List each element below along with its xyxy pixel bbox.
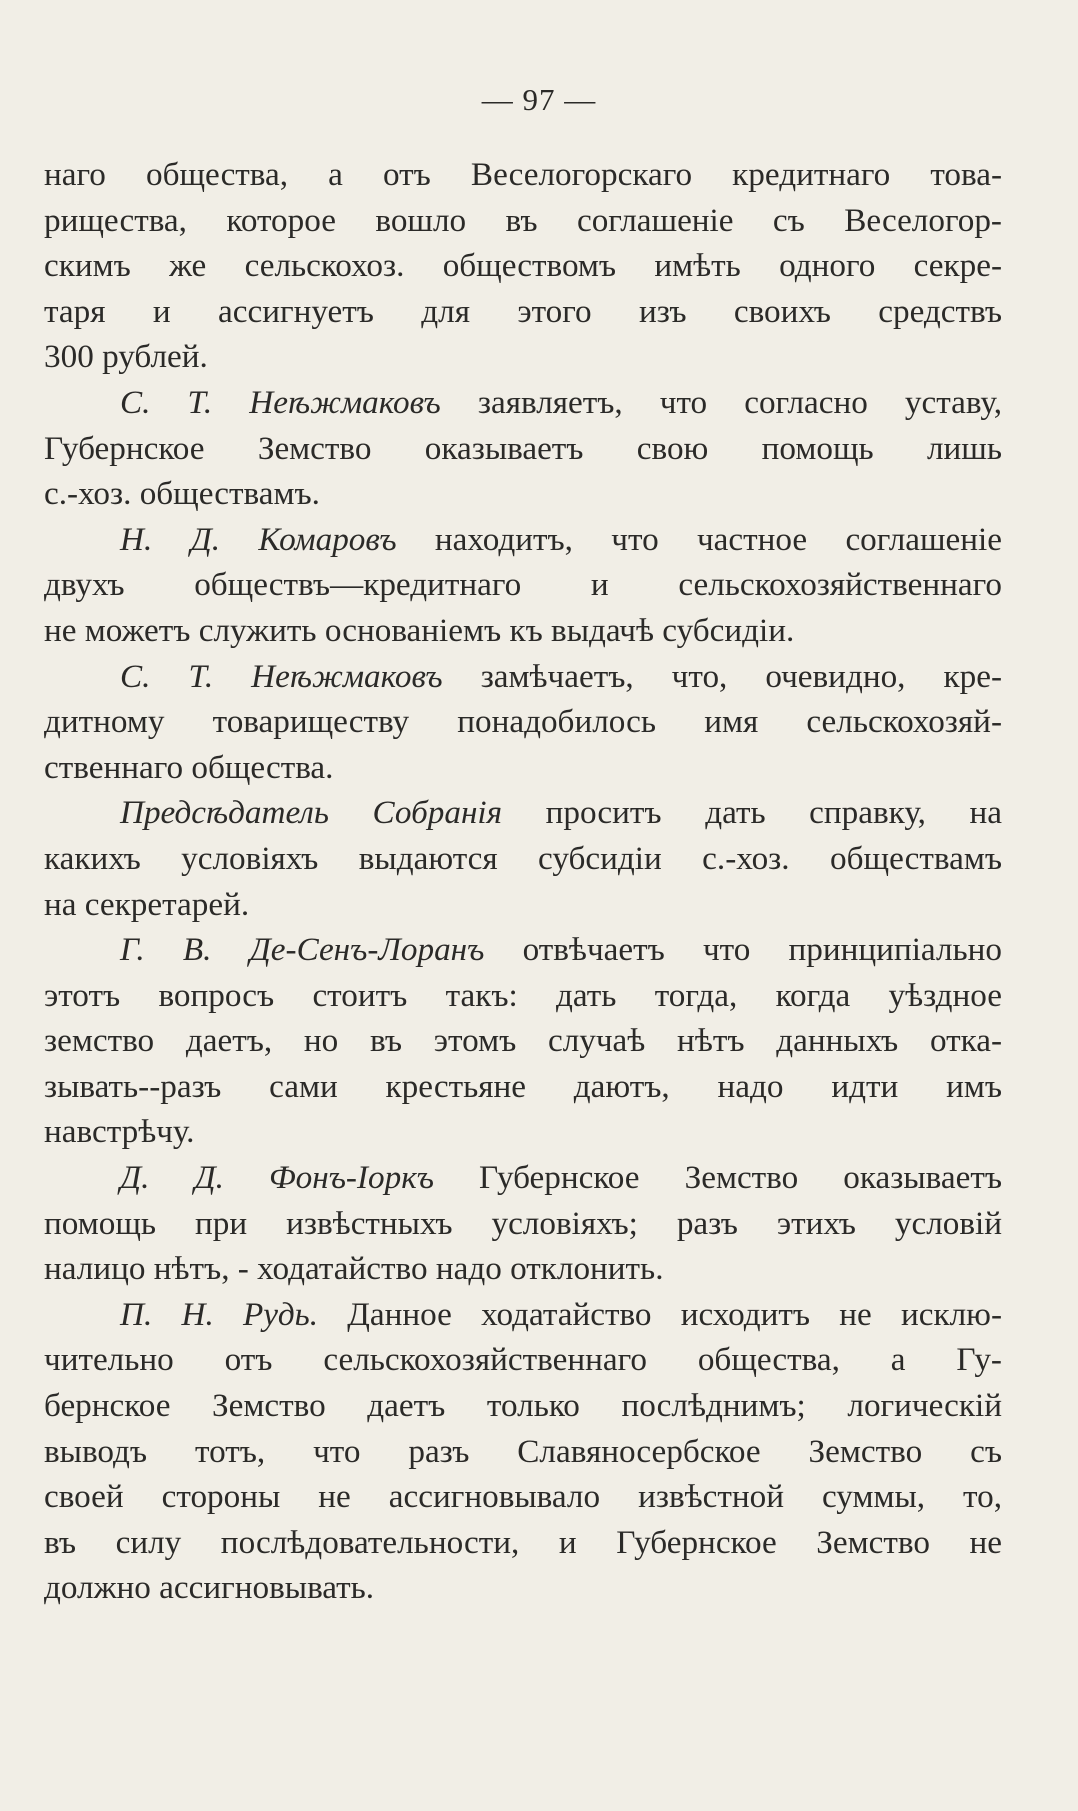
line-text: своей стороны не ассигновывало извѣстной суммы, то, (44, 1478, 1002, 1516)
line-text: зывать--разъ сами крестьяне даютъ, надо идти имъ (44, 1067, 1002, 1105)
page-body-text (44, 152, 1002, 1611)
text-line (44, 1429, 1002, 1475)
text-line (44, 380, 1002, 426)
line-text: Губернское Земство оказываетъ свою помощь лишь (44, 429, 1002, 467)
line-text: на секретарей. (44, 885, 250, 923)
text-line (44, 426, 1002, 472)
speaker-name: Предсѣдатель Собранія (120, 794, 503, 832)
text-line (44, 927, 1002, 973)
text-line (44, 654, 1002, 700)
speaker-name: Д. Д. Фонъ-Іоркъ (120, 1159, 434, 1197)
text-line (44, 1383, 1002, 1429)
line-text: проситъ дать справку, на (502, 794, 1002, 832)
text-line (44, 745, 1002, 791)
paragraph (44, 1155, 1002, 1292)
line-text: заявляетъ, что согласно уставу, (440, 383, 1002, 421)
line-text: налицо нѣтъ, - ходатайство надо отклонить. (44, 1250, 664, 1288)
paragraph (44, 654, 1002, 791)
line-text: чительно отъ сельскохозяйственнаго общества, а Гу- (44, 1341, 1002, 1379)
text-line (44, 243, 1002, 289)
paragraph (44, 1292, 1002, 1611)
text-line (44, 1109, 1002, 1155)
paragraph (44, 380, 1002, 517)
paragraph (44, 517, 1002, 654)
line-text: дитному товариществу понадобилось имя сельскохозяй- (44, 703, 1002, 741)
text-line (44, 1337, 1002, 1383)
line-text: навстрѣчу. (44, 1113, 195, 1151)
text-line (44, 1018, 1002, 1064)
text-line (44, 1064, 1002, 1110)
line-text: таря и ассигнуетъ для этого изъ своихъ средствъ (44, 292, 1002, 330)
text-line (44, 1246, 1002, 1292)
line-text: 300 рублей. (44, 338, 208, 376)
line-text: должно ассигновывать. (44, 1569, 375, 1607)
text-line (44, 152, 1002, 198)
line-text: въ силу послѣдовательности, и Губернское Земство не (44, 1523, 1002, 1561)
line-text: Данное ходатайство исходитъ не исклю- (318, 1295, 1002, 1333)
line-text: рищества, которое вошло въ соглашеніе съ Веселогор- (44, 201, 1002, 239)
text-line (44, 1155, 1002, 1201)
text-line (44, 517, 1002, 563)
speaker-name: Г. В. Де-Сенъ-Лоранъ (120, 931, 485, 969)
line-text: бернское Земство даетъ только послѣднимъ; логическій (44, 1387, 1002, 1425)
text-line (44, 1520, 1002, 1566)
line-text: замѣчаетъ, что, очевидно, кре- (442, 657, 1002, 695)
paragraph (44, 927, 1002, 1155)
text-line (44, 973, 1002, 1019)
line-text: помощь при извѣстныхъ условіяхъ; разъ этихъ условій (44, 1204, 1002, 1242)
paragraph (44, 152, 1002, 380)
text-line (44, 608, 1002, 654)
speaker-name: С. Т. Неѣжмаковъ (120, 383, 441, 421)
line-text: ственнаго общества. (44, 748, 334, 786)
text-line (44, 882, 1002, 928)
speaker-name: П. Н. Рудь. (120, 1295, 319, 1333)
speaker-name: Н. Д. Комаровъ (120, 520, 397, 558)
line-text: этотъ вопросъ стоитъ такъ: дать тогда, когда уѣздное (44, 976, 1002, 1014)
text-line (44, 471, 1002, 517)
text-line (44, 699, 1002, 745)
text-line (44, 836, 1002, 882)
page-number: — 97 — (481, 82, 597, 117)
paragraph (44, 790, 1002, 927)
line-text: двухъ обществъ—кредитнаго и сельскохозяйственнаго (44, 566, 1002, 604)
line-text: не можетъ служить основаніемъ къ выдачѣ субсидіи. (44, 611, 795, 649)
line-text: находитъ, что частное соглашеніе (396, 520, 1002, 558)
text-line (44, 562, 1002, 608)
line-text: отвѣчаетъ что принципіально (484, 931, 1002, 969)
text-line (44, 289, 1002, 335)
text-line (44, 1292, 1002, 1338)
line-text: Губернское Земство оказываетъ (433, 1159, 1002, 1197)
text-line (44, 790, 1002, 836)
line-text: какихъ условіяхъ выдаются субсидіи с.-хоз. обществамъ (44, 839, 1002, 877)
line-text: скимъ же сельскохоз. обществомъ имѣть одного секре- (44, 247, 1002, 285)
text-line (44, 1201, 1002, 1247)
line-text: с.-хоз. обществамъ. (44, 475, 320, 513)
text-line (44, 1474, 1002, 1520)
line-text: наго общества, а отъ Веселогорскаго кредитнаго това- (44, 156, 1002, 193)
line-text: земство даетъ, но въ этомъ случаѣ нѣтъ данныхъ отка- (44, 1022, 1002, 1060)
text-line (44, 334, 1002, 380)
line-text: выводъ тотъ, что разъ Славяносербское Земство съ (44, 1432, 1002, 1470)
text-line (44, 198, 1002, 244)
text-line (44, 1565, 1002, 1611)
speaker-name: С. Т. Неѣжмаковъ (120, 657, 443, 695)
